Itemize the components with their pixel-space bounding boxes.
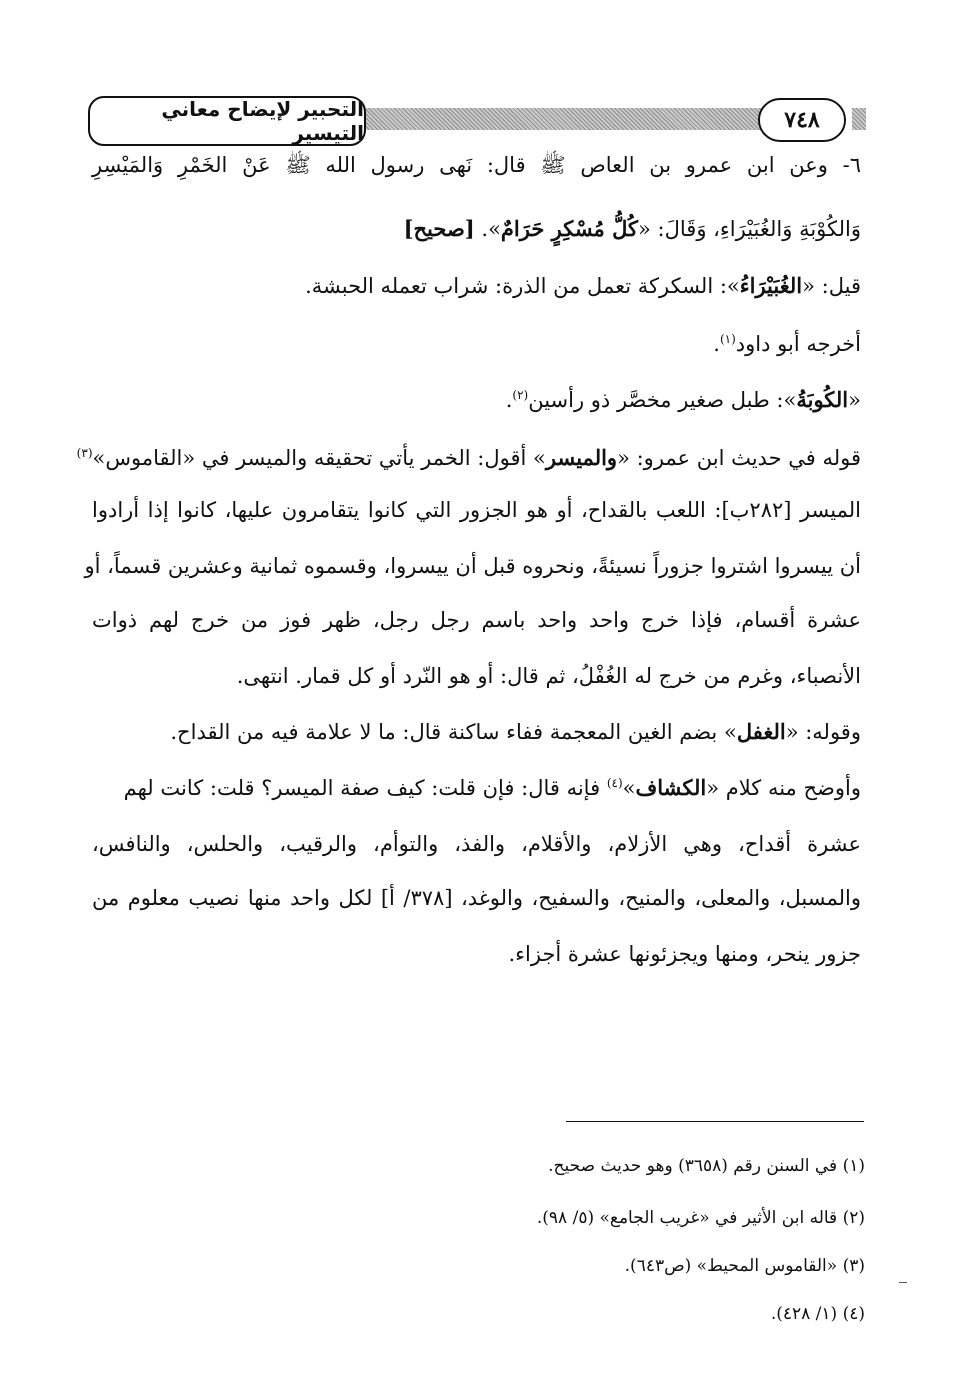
footnote-2: (٢) قاله ابن الأثير في «غريب الجامع» (٥/ ٩٨). <box>536 1208 865 1228</box>
scan-mark <box>899 1282 907 1283</box>
text-segment: » بضم الغين المعجمة ففاء ساكنة قال: ما لا علامة فيه من القداح. <box>170 720 737 744</box>
text-line-11 <box>170 714 861 750</box>
footnote-ref-1[interactable]: (١) <box>719 332 736 346</box>
text-line-8: أن ييسروا اشتروا جزوراً نسيئةً، ونحروه قبل أن ييسروا، وقسموه ثمانية وعشرين قسماً، أو <box>84 554 861 578</box>
footnote-1: (١) في السنن رقم (٣٦٥٨) وهو حديث صحيح. <box>548 1156 865 1176</box>
page-number: ٧٤٨ <box>758 98 846 142</box>
footnote-divider <box>566 1121 864 1122</box>
text-line-14: والمسبل، والمعلى، والمنيح، والسفيح، والوغد، [٣٧٨/ أ] لكل واحد منها نصيب معلوم من <box>92 886 861 910</box>
text-line-9: عشرة أقسام، فإذا خرج واحد واحد باسم رجل رجل، ظهر فوز من خرج لهم ذوات <box>92 608 861 632</box>
text-line-10: الأنصباء، وغرم من خرج له الغُفْلُ، ثم قال: أو هو النّرد أو كل قمار. انتهى. <box>236 664 861 688</box>
term-ghubayra: الغُبَيْرَاءُ <box>739 273 803 298</box>
text-segment: »: طبل صغير مخصَّر ذو رأسين <box>528 388 797 412</box>
footnote-4: (٤) (١/ ٤٢٨). <box>770 1304 865 1324</box>
text-segment: وقوله: « <box>785 720 861 744</box>
running-header <box>88 96 866 144</box>
footnote-3: (٣) «القاموس المحيط» (ص٦٤٣). <box>624 1256 865 1276</box>
term-ghufl: الغفل <box>736 719 786 744</box>
text-line-5 <box>506 382 861 418</box>
quote-close: ». <box>474 217 501 241</box>
text-segment: قيل: « <box>802 274 861 298</box>
text-segment: وأوضح منه كلام « <box>706 776 861 800</box>
text-segment: . <box>505 388 513 412</box>
text-line-4 <box>713 326 861 362</box>
term-kuba: الكُوبَةُ <box>796 387 849 412</box>
text-line-3 <box>305 268 861 304</box>
text-line-13: عشرة أقداح، وهي الأزلام، والأقلام، والفذ، والتوأم، والرقيب، والحلس، والنافس، <box>92 832 861 856</box>
footnote-ref-4[interactable]: (٤) <box>606 776 623 790</box>
text-line-15: جزور ينحر، ومنها ويجزئونها عشرة أجزاء. <box>508 942 861 966</box>
text-segment: فإنه قال: فإن قلت: كيف صفة الميسر؟ قلت: كانت لهم <box>123 776 607 800</box>
text-line-6 <box>77 440 861 476</box>
text-line-1: ٦- وعن ابن عمرو بن العاص ﷺ قال: نَهى رسول الله ﷺ عَنْ الخَمْرِ وَالمَيْسِرِ <box>92 153 861 177</box>
text-segment: قوله في حديث ابن عمرو: « <box>617 446 861 470</box>
footnote-ref-3[interactable]: (٣) <box>76 446 93 460</box>
text-segment: . <box>713 332 720 356</box>
text-segment: أخرجه أبو داود <box>735 332 861 356</box>
text-line-2 <box>404 211 861 247</box>
text-segment: »: السكركة تعمل من الذرة: شراب تعمله الحبشة. <box>305 274 740 298</box>
book-title: التحبير لإيضاح معاني التيسير <box>88 96 366 146</box>
header-hatched-band-end <box>852 108 866 130</box>
text-segment: « <box>848 388 861 412</box>
term-kashshaf: الكشاف <box>635 775 707 800</box>
term-maysir: والميسر <box>545 445 618 470</box>
text-segment: » أقول: الخمر يأتي تحقيقه والميسر في «القاموس» <box>92 446 546 470</box>
hadith-quote: كُلُّ مُسْكِرٍ حَرَامٌ <box>500 216 639 241</box>
text-segment: » <box>622 776 636 800</box>
grade-label: [صحيح] <box>403 216 475 241</box>
text-line-7: الميسر [٢٨٢ب]: اللعب بالقداح، أو هو الجزور التي كانوا يتقامرون عليها، كانوا إذا أرادوا <box>92 498 861 522</box>
hadith-text: وَالكُوْبَةِ وَالغُبَيْرَاءِ، وَقَالَ: « <box>638 217 861 241</box>
text-line-12 <box>124 770 861 806</box>
footnote-ref-2[interactable]: (٢) <box>512 388 529 402</box>
